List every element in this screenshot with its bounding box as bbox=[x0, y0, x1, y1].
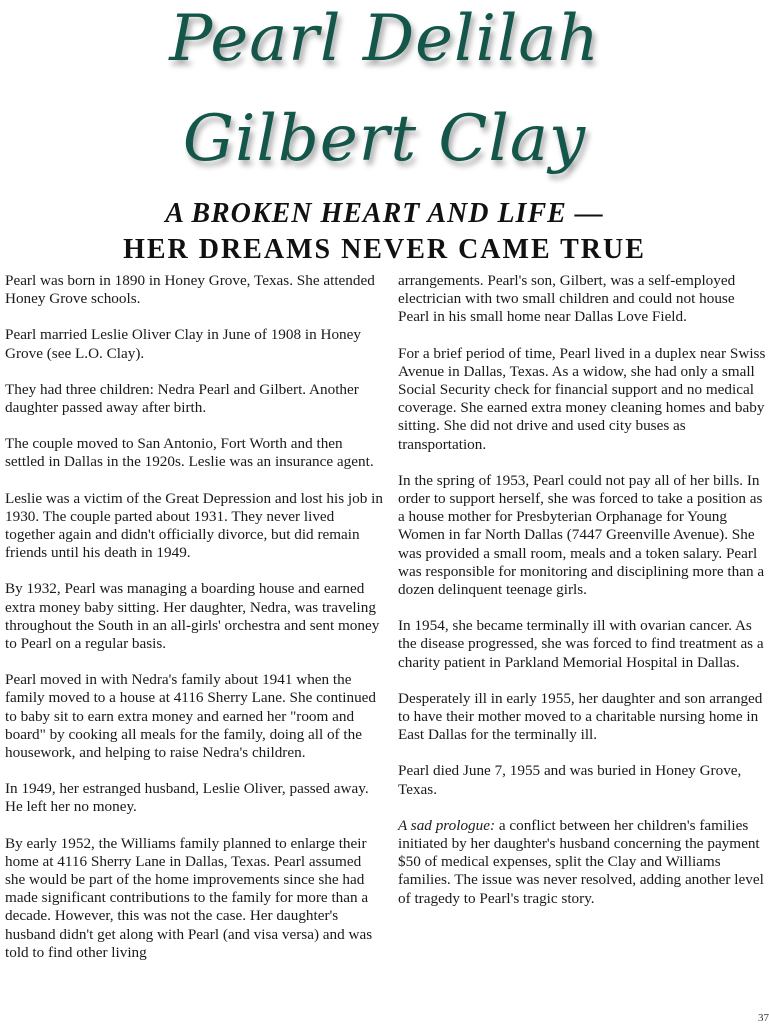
title-line-1: Pearl Delilah bbox=[169, 2, 600, 76]
paragraph: Desperately ill in early 1955, her daughter and son arranged to have their mother moved to a charitable nursing home in East Dallas for the terminally ill. bbox=[398, 689, 763, 744]
paragraph: For a brief period of time, Pearl lived in a duplex near Swiss Avenue in Dallas, Texas. As a widow, she had only a small Social Security check for financial support and no medical coverage. She earned extra money cleaning homes and baby sitting. She did not drive and used city buses as transportation. bbox=[398, 344, 766, 453]
paragraph: Pearl died June 7, 1955 and was buried in Honey Grove, Texas. bbox=[398, 762, 742, 798]
paragraph: In 1949, her estranged husband, Leslie Oliver, passed away. He left her no money. bbox=[5, 780, 369, 816]
paragraph: In the spring of 1953, Pearl could not pay all of her bills. In order to support herself, she was forced to take a position as a house mother for Presbyterian Orphanage for Young Women in far North Dallas (7447 Greenville Avenue). She was provided a small room, meals and a token salary. Pearl was responsible for monitoring and disciplining more than a dozen delinquent teenage girls. bbox=[398, 471, 765, 599]
title-block bbox=[0, 0, 769, 200]
prologue-paragraph bbox=[398, 817, 766, 908]
paragraph: arrangements. Pearl's son, Gilbert, was a self-employed electrician with two small children and could not house Pearl in his small home near Dallas Love Field. bbox=[398, 272, 736, 326]
page-number: 37 bbox=[758, 1012, 769, 1024]
paragraph: The couple moved to San Antonio, Fort Worth and then settled in Dallas in the 1920s. Leslie was an insurance agent. bbox=[5, 435, 374, 471]
left-column bbox=[5, 272, 385, 980]
paragraph: Pearl was born in 1890 in Honey Grove, Texas. She attended Honey Grove schools. bbox=[5, 272, 375, 308]
subtitle-line-1: A BROKEN HEART AND LIFE — bbox=[165, 198, 604, 229]
paragraph: Pearl moved in with Nedra's family about 1941 when the family moved to a house at 4116 Sherry Lane. She continued to baby sit to earn extra money and earned her "room and board" by cooking all meals for the family, doing all of the housework, and helping to raise Nedra's children. bbox=[5, 671, 377, 762]
paragraph: By early 1952, the Williams family planned to enlarge their home at 4116 Sherry Lane in Dallas, Texas. Pearl assumed she would be part of the home improvements since she had made significant contributions to the family for more than a decade. However, this was not the case. Her daughter's husband didn't get along with Pearl (and visa versa) and was told to find other living bbox=[5, 834, 373, 961]
paragraph: Pearl married Leslie Oliver Clay in June of 1908 in Honey Grove (see L.O. Clay). bbox=[5, 326, 361, 362]
paragraph: In 1954, she became terminally ill with ovarian cancer. As the disease progressed, she was forced to find treatment as a charity patient in Parkland Memorial Hospital in Dallas. bbox=[398, 617, 764, 671]
right-column bbox=[398, 272, 766, 926]
prologue-label: A sad prologue: bbox=[398, 816, 496, 834]
paragraph: By 1932, Pearl was managing a boarding house and earned extra money baby sitting. Her daughter, Nedra, was traveling throughout the South in an all-girls' orchestra and sent money to Pearl on a regular basis. bbox=[5, 580, 380, 653]
title-line-2: Gilbert Clay bbox=[182, 102, 587, 176]
prologue-text: a conflict between her children's families initiated by her daughter's husband concerning the payment $50 of medical expenses, split the Clay and Williams families. The issue was never resolved, adding another level of tragedy to Pearl's tragic story. bbox=[398, 816, 764, 907]
paragraph: They had three children: Nedra Pearl and Gilbert. Another daughter passed away after birth. bbox=[5, 380, 359, 417]
paragraph: Leslie was a victim of the Great Depression and lost his job in 1930. The couple parted about 1931. They never lived together again and didn't officially divorce, but did remain friends until his death in 1949. bbox=[5, 489, 383, 562]
subtitle-line-2: HER DREAMS NEVER CAME TRUE bbox=[123, 234, 646, 265]
